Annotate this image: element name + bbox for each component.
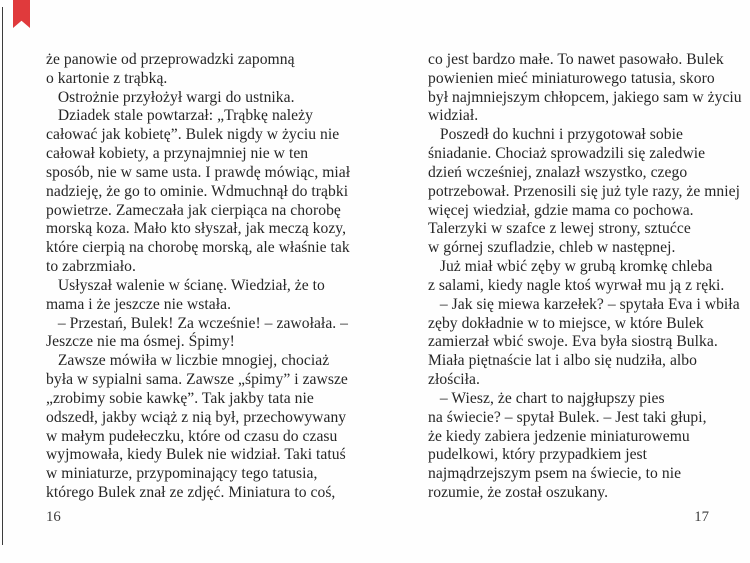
text-line: o kartonie z trąbką. (46, 69, 168, 87)
text-line: które cierpią na chorobę morską, ale właśnie tak (46, 239, 350, 257)
text-line: w górnej szufladzie, chleb w następnej. (428, 239, 676, 257)
text-line: dzień wcześniej, znalazł wszystko, czego (428, 163, 688, 181)
right-page-text (428, 51, 742, 503)
text-line: odszedł, jakby wciąż z nią był, przechowywany (46, 408, 347, 426)
text-line: potrzebował. Przenosili się już tyle razy, że mniej (428, 182, 741, 200)
text-line: – Wiesz, że chart to najgłupszy pies (428, 389, 665, 407)
text-line: śniadanie. Chociaż sprowadzili się zaledwie (428, 145, 706, 163)
text-line: mama i że jeszcze nie wstała. (46, 295, 232, 313)
text-line: którego Bulek znał ze zdjęć. Miniatura to coś, (46, 484, 336, 502)
text-line: to zabrzmiało. (46, 258, 136, 276)
text-line: co jest bardzo małe. To nawet pasowało. Bulek (428, 51, 724, 68)
text-line: rozumie, że został oszukany. (428, 484, 609, 502)
right-page-number: 17 (694, 509, 709, 525)
text-line: Ostrożnie przyłożył wargi do ustnika. (46, 88, 295, 106)
text-line: że kiedy zabiera jedzenie miniaturowemu (428, 427, 690, 445)
text-line: Jeszcze nie ma ósmej. Śpimy! (46, 333, 235, 351)
text-line: Talerzyki w szafce z lewej strony, sztućce (428, 220, 691, 238)
text-line: powietrze. Zameczała jak cierpiąca na chorobę (46, 201, 341, 219)
text-line: był najmniejszym chłopcem, jakiego sam w życiu (428, 88, 742, 106)
text-line: zęby dokładnie w to miejsce, w które Bulek (428, 314, 704, 332)
text-line: powienien mieć miniaturowego tatusia, skoro (428, 69, 715, 87)
text-line: Dziadek stale powtarzał: „Trąbkę należy (46, 107, 313, 125)
text-line: w małym pudełeczku, które od czasu do czasu (46, 427, 338, 445)
text-line: – Przestań, Bulek! Za wcześnie! – zawołała. – (46, 314, 349, 332)
text-line: najmądrzejszym psem na świecie, to nie (428, 465, 682, 483)
text-line: Miała piętnaście lat i albo się nudziła, albo (428, 352, 697, 370)
page-edge-line (2, 7, 3, 545)
text-line: Usłyszał walenie w ścianę. Wiedział, że to (46, 276, 325, 294)
text-line: z salami, kiedy nagle ktoś wyrwał mu ją z ręki. (428, 276, 725, 294)
text-line: że panowie od przeprowadzki zapomną (46, 51, 295, 68)
text-line: Poszedł do kuchni i przygotował sobie (428, 126, 683, 144)
text-line: całować jak kobietę”. Bulek nigdy w życiu nie (46, 126, 340, 144)
text-line: sposób, nie w same usta. I prawdę mówiąc, miał (46, 163, 351, 181)
left-page-text (46, 51, 362, 503)
text-line: wyjmowała, kiedy Bulek nie widział. Taki tatuś (46, 446, 346, 464)
text-line: na świecie? – spytał Bulek. – Jest taki głupi, (428, 408, 707, 426)
text-line: morską koza. Mało kto słyszał, jak meczą kozy, (46, 220, 347, 238)
bookmark-ribbon-icon[interactable] (13, 0, 30, 28)
text-line: Już miał wbić zęby w grubą kromkę chleba (428, 258, 713, 276)
text-line: pudelkowi, który przypadkiem jest (428, 446, 648, 464)
text-line: Zawsze mówiła w liczbie mnogiej, chociaż (46, 352, 330, 370)
text-line: nadzieję, że go to ominie. Wdmuchnął do trąbki (46, 182, 349, 200)
text-line: złościła. (428, 371, 480, 389)
text-line: – Jak się miewa karzełek? – spytała Eva i wbiła (428, 295, 740, 313)
text-line: więcej wiedział, gdzie mama co pochowa. (428, 201, 694, 219)
text-line: widział. (428, 107, 479, 125)
text-line: całował kobiety, a przynajmniej nie w ten (46, 145, 309, 163)
text-line: „zrobimy sobie kawkę”. Tak jakby tata nie (46, 389, 314, 407)
text-line: w miniaturze, przypominający tego tatusia, (46, 465, 318, 483)
left-page-number: 16 (46, 509, 61, 525)
text-line: była w sypialni sama. Zawsze „śpimy” i zawsze (46, 371, 348, 389)
text-line: zamierzał wbić swoje. Eva była siostrą Bulka. (428, 333, 718, 351)
